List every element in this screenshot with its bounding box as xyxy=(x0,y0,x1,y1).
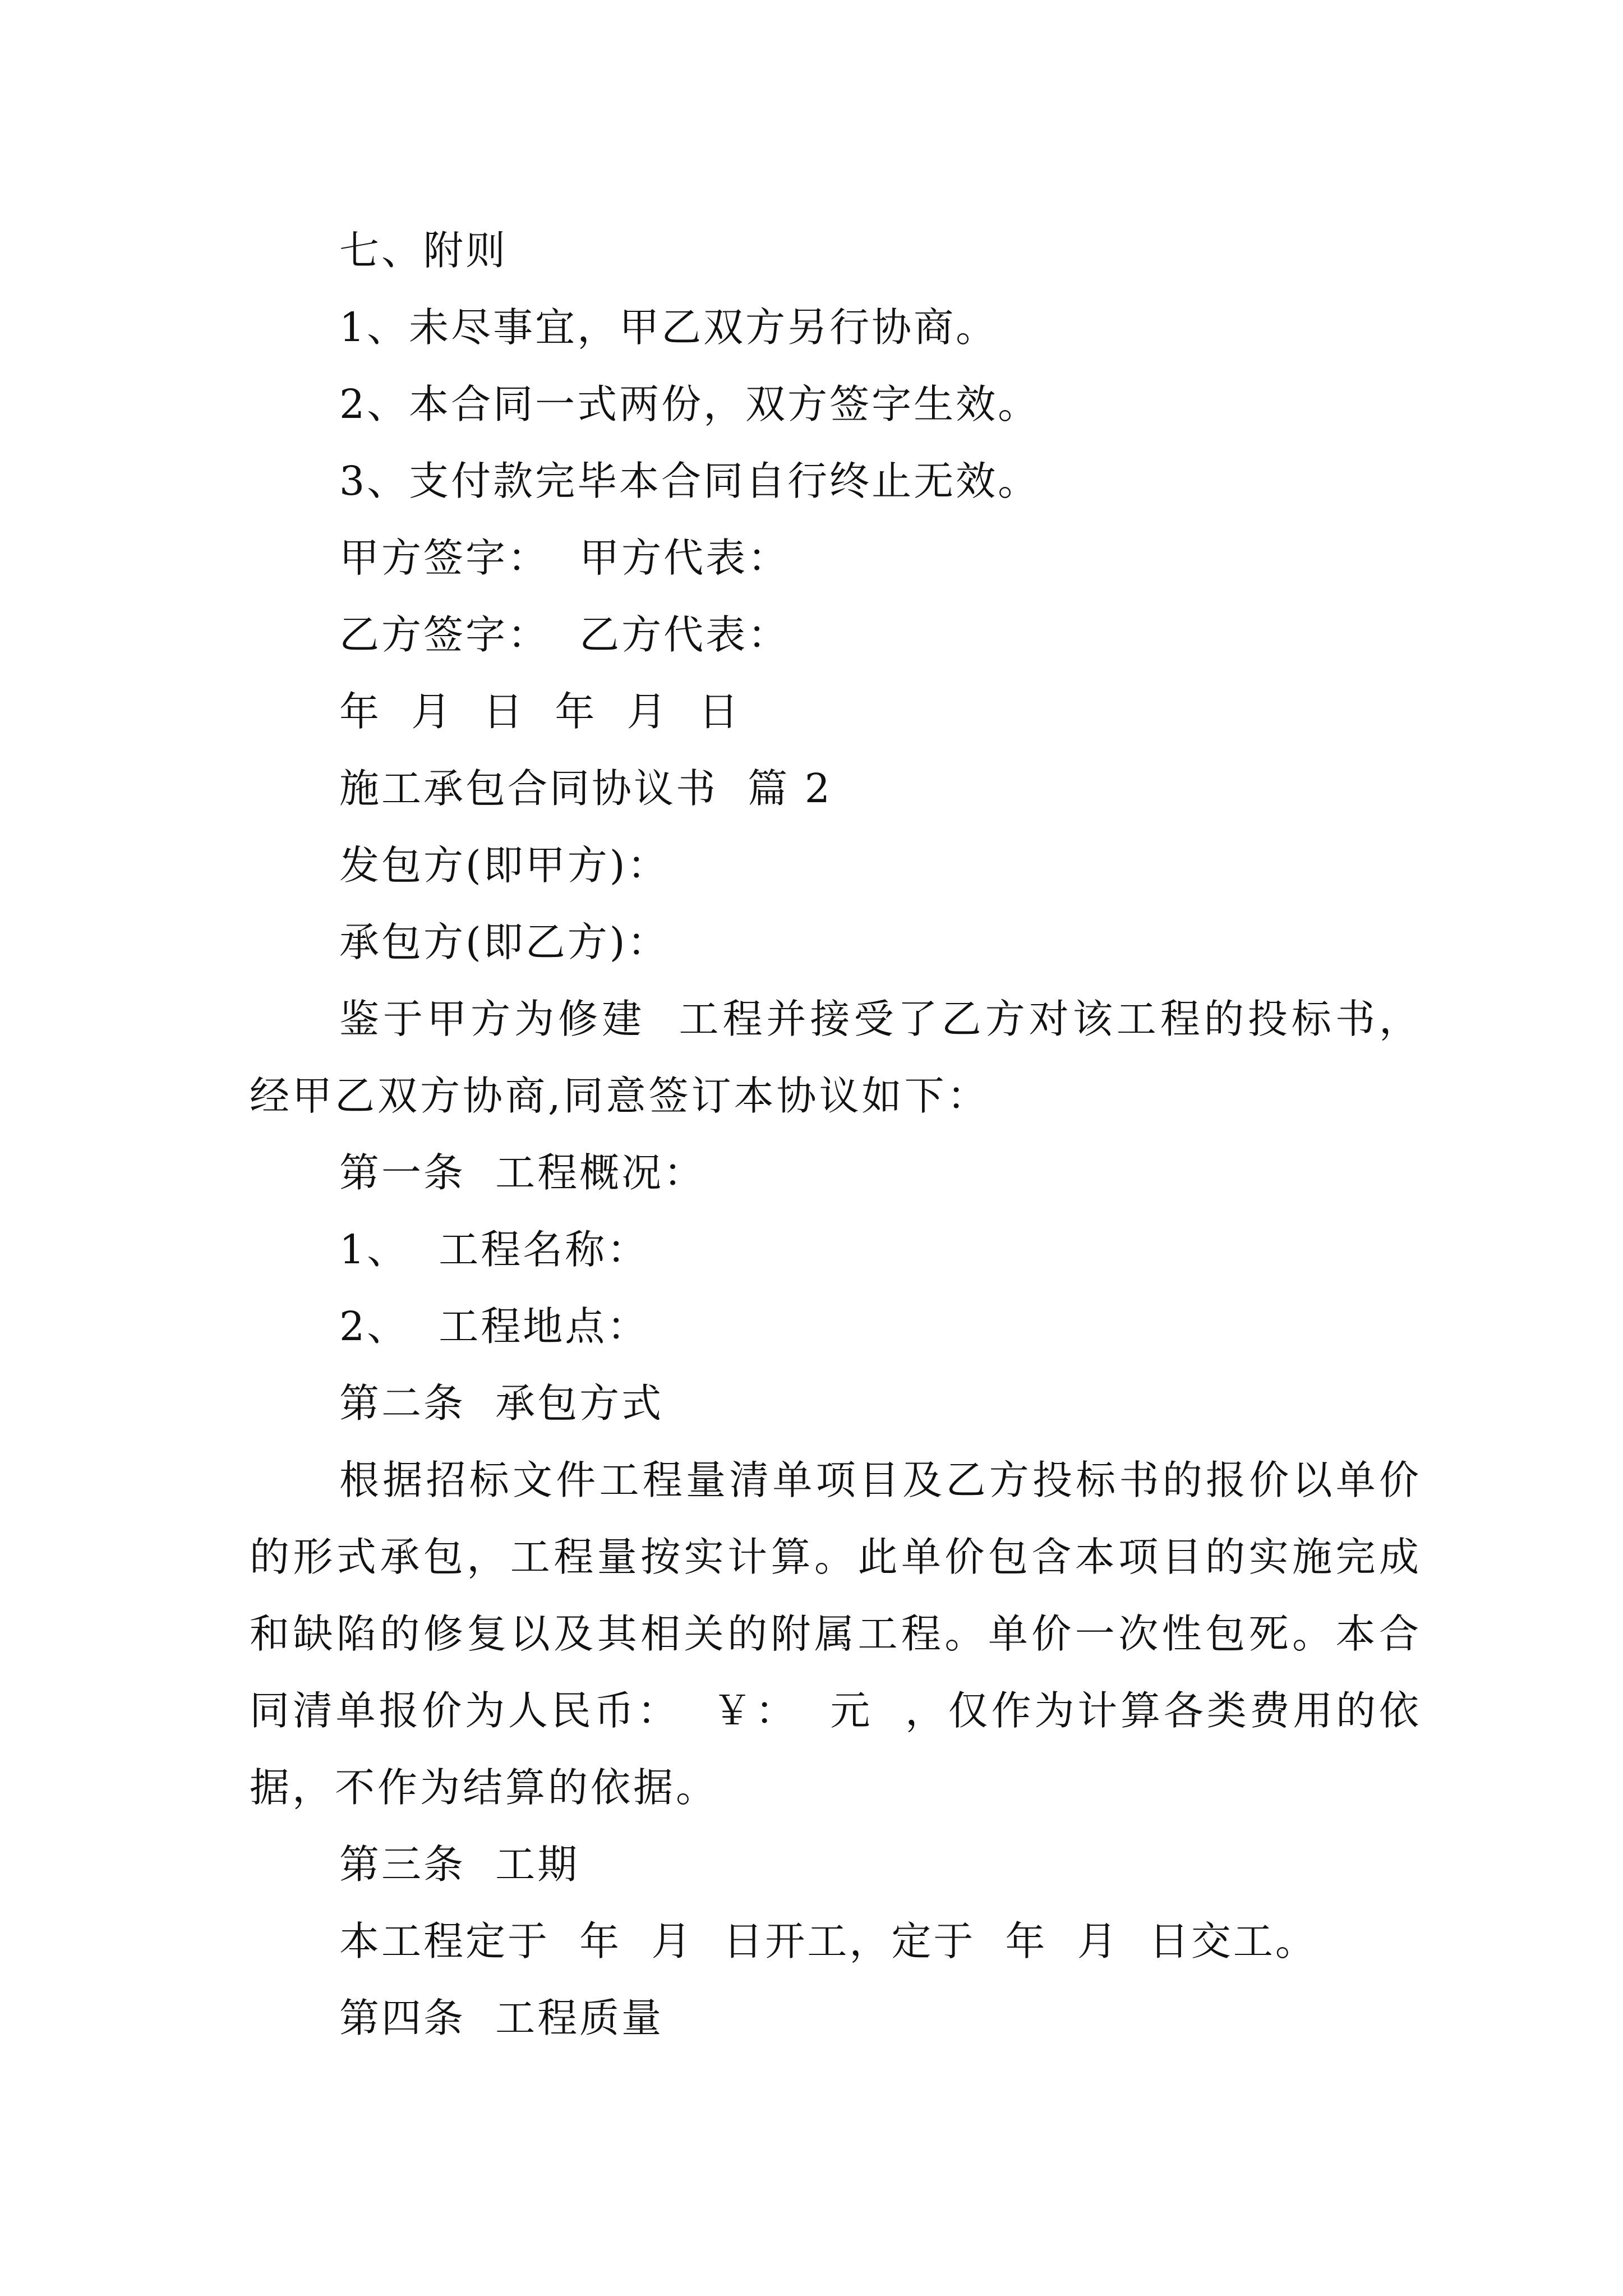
document-body xyxy=(250,212,1422,2056)
clause-line: 2、本合同一式两份，双方签字生效。 xyxy=(339,381,1040,427)
document-title: 施工承包合同协议书 篇 2 xyxy=(339,765,832,812)
schedule-line: 本工程定于 年 月 日开工，定于 年 月 日交工。 xyxy=(339,1918,1317,1964)
article-heading: 第二条 承包方式 xyxy=(339,1380,664,1427)
clause-line: 2、 工程地点： xyxy=(339,1303,649,1350)
clause-line: 1、未尽事宜，甲乙双方另行协商。 xyxy=(339,304,998,351)
article-heading: 第一条 工程概况： xyxy=(339,1149,706,1196)
section-heading: 七、附则 xyxy=(339,227,508,274)
preamble-paragraph: 鉴于甲方为修建 工程并接受了乙方对该工程的投标书，经甲乙双方协商,同意签订本协议如下： xyxy=(250,996,1422,1119)
contractor-line: 承包方(即乙方)： xyxy=(339,919,670,965)
article-heading: 第四条 工程质量 xyxy=(339,1995,664,2041)
clause-line: 3、支付款完毕本合同自行终止无效。 xyxy=(339,458,1040,504)
employer-line: 发包方(即甲方)： xyxy=(339,842,670,889)
contract-method-paragraph: 根据招标文件工程量清单项目及乙方投标书的报价以单价的形式承包，工程量按实计算。此单价包含本项目的实施完成和缺陷的修复以及其相关的附属工程。单价一次性包死。本合同清单报价为人民币： ￥： 元 ，仅作为计算各类费用的依据，不作为结算的依据。 xyxy=(250,1457,1422,1811)
clause-line: 1、 工程名称： xyxy=(339,1226,649,1273)
article-heading: 第三条 工期 xyxy=(339,1841,580,1888)
date-line: 年 月 日 年 月 日 xyxy=(339,688,741,735)
signature-line-party-b: 乙方签字： 乙方代表： xyxy=(339,611,790,658)
signature-line-party-a: 甲方签字： 甲方代表： xyxy=(339,535,790,581)
